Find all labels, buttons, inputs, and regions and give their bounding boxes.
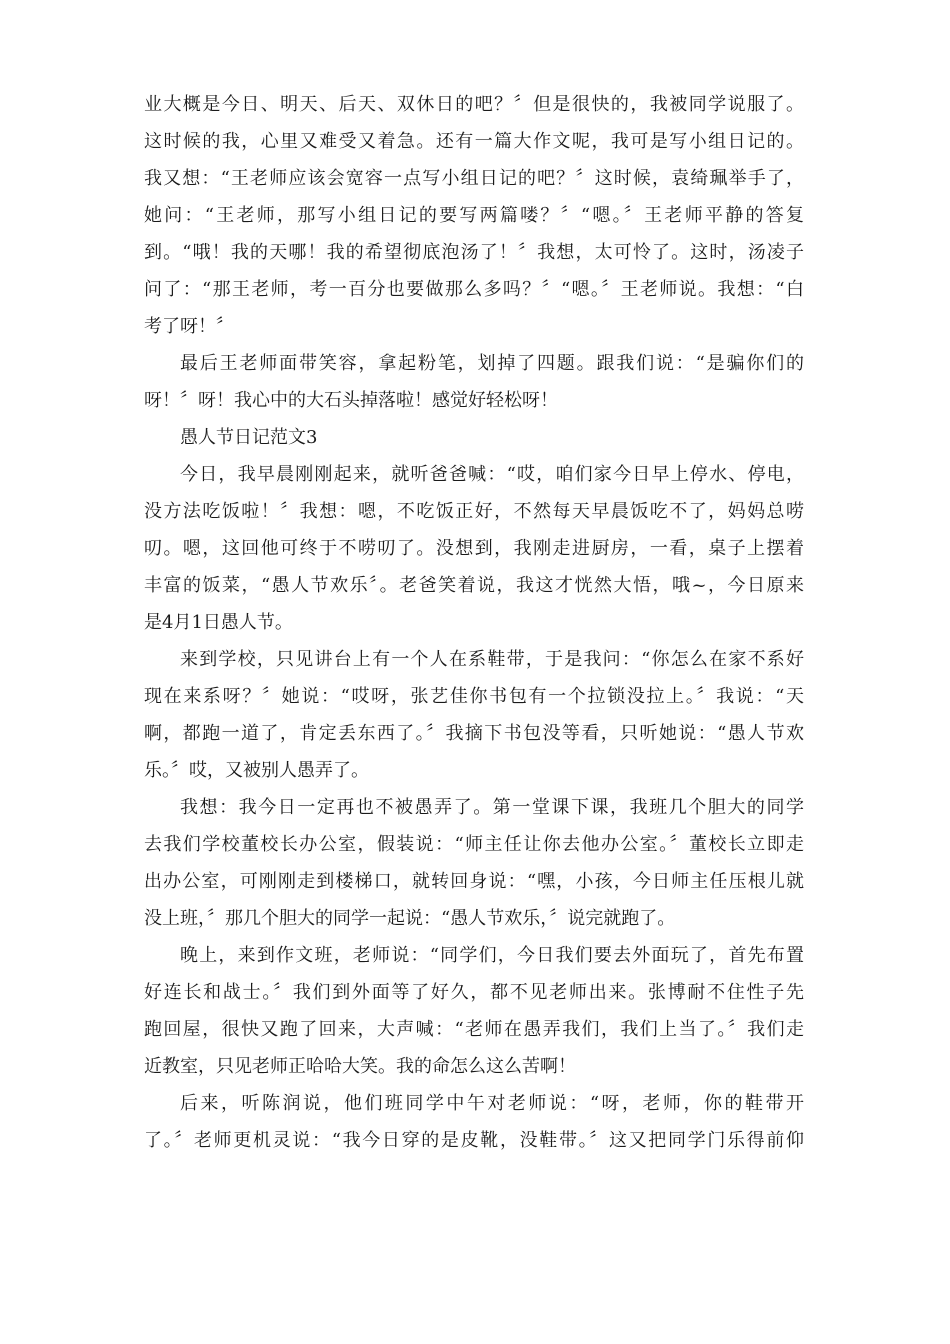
text-line: 我想：我今日一定再也不被愚弄了。第一堂课下课，我班几个胆大的同学 — [180, 797, 804, 818]
text-line: 问了：“那王老师，考一百分也要做那么多吗？〞“嗯。〞王老师说。我想：“白 — [144, 279, 804, 300]
text-line: 来到学校，只见讲台上有一个人在系鞋带，于是我问：“你怎么在家不系好 — [180, 649, 804, 670]
text-line: 呀！〞呀！我心中的大石头掉落啦！感觉好轻松呀！ — [144, 390, 558, 411]
text-line: 了。〞老师更机灵说：“我今日穿的是皮靴，没鞋带。〞这又把同学门乐得前仰 — [144, 1130, 804, 1151]
text-line: 没方法吃饭啦！〞我想：嗯，不吃饭正好，不然每天早晨饭吃不了，妈妈总唠 — [144, 501, 804, 522]
text-line: 跑回屋，很快又跑了回来，大声喊：“老师在愚弄我们，我们上当了。〞我们走 — [144, 1019, 804, 1040]
text-line: 业大概是今日、明天、后天、双休日的吧？〞但是很快的，我被同学说服了。 — [144, 94, 804, 115]
text-line: 今日，我早晨刚刚起来，就听爸爸喊：“哎，咱们家今日早上停水、停电， — [180, 464, 804, 485]
paragraph — [144, 345, 804, 419]
text-line: 好连长和战士。〞我们到外面等了好久，都不见老师出来。张博耐不住性子先 — [144, 982, 804, 1003]
text-line: 考了呀！〞 — [144, 316, 234, 337]
text-line: 近教室，只见老师正哈哈大笑。我的命怎么这么苦啊！ — [144, 1056, 576, 1077]
paragraph — [144, 1085, 804, 1159]
paragraph — [144, 937, 804, 1085]
paragraph — [144, 456, 804, 641]
paragraph — [144, 86, 804, 345]
text-line: 她问：“王老师，那写小组日记的要写两篇喽？〞“嗯。〞王老师平静的答复 — [144, 205, 804, 226]
text-line: 是4月1日愚人节。 — [144, 612, 293, 633]
text-line: 我又想：“王老师应该会宽容一点写小组日记的吧？〞这时候，袁绮珮举手了， — [144, 168, 804, 189]
text-line: 晚上，来到作文班，老师说：“同学们，今日我们要去外面玩了，首先布置 — [180, 945, 804, 966]
document-body — [144, 86, 804, 1159]
text-line: 后来，听陈润说，他们班同学中午对老师说：“呀，老师，你的鞋带开 — [180, 1093, 804, 1114]
text-line: 没上班，〞那几个胆大的同学一起说：“愚人节欢乐，〞说完就跑了。 — [144, 908, 676, 929]
text-line: 最后王老师面带笑容，拿起粉笔，划掉了四题。跟我们说：“是骗你们的 — [180, 353, 804, 374]
text-line: 现在来系呀？〞她说：“哎呀，张艺佳你书包有一个拉锁没拉上。〞我说：“天 — [144, 686, 804, 707]
text-line: 叨。嗯，这回他可终于不唠叨了。没想到，我刚走进厨房，一看，桌子上摆着 — [144, 538, 804, 559]
text-line: 愚人节日记范文3 — [180, 427, 318, 448]
paragraph — [144, 641, 804, 789]
paragraph — [144, 789, 804, 937]
text-line: 啊，都跑一道了，肯定丢东西了。〞我摘下书包没等看，只听她说：“愚人节欢 — [144, 723, 804, 744]
text-line: 到。“哦！我的天哪！我的希望彻底泡汤了！〞我想，太可怜了。这时，汤凌子 — [144, 242, 804, 263]
text-line: 出办公室，可刚刚走到楼梯口，就转回身说：“嘿，小孩，今日师主任压根儿就 — [144, 871, 804, 892]
text-line: 乐。〞哎，又被别人愚弄了。 — [144, 760, 369, 781]
text-line: 去我们学校董校长办公室，假装说：“师主任让你去他办公室。〞董校长立即走 — [144, 834, 804, 855]
text-line: 丰富的饭菜，“愚人节欢乐〞。老爸笑着说，我这才恍然大悟，哦~，今日原来 — [144, 575, 804, 596]
paragraph — [144, 419, 804, 456]
text-line: 这时候的我，心里又难受又着急。还有一篇大作文呢，我可是写小组日记的。 — [144, 131, 804, 152]
